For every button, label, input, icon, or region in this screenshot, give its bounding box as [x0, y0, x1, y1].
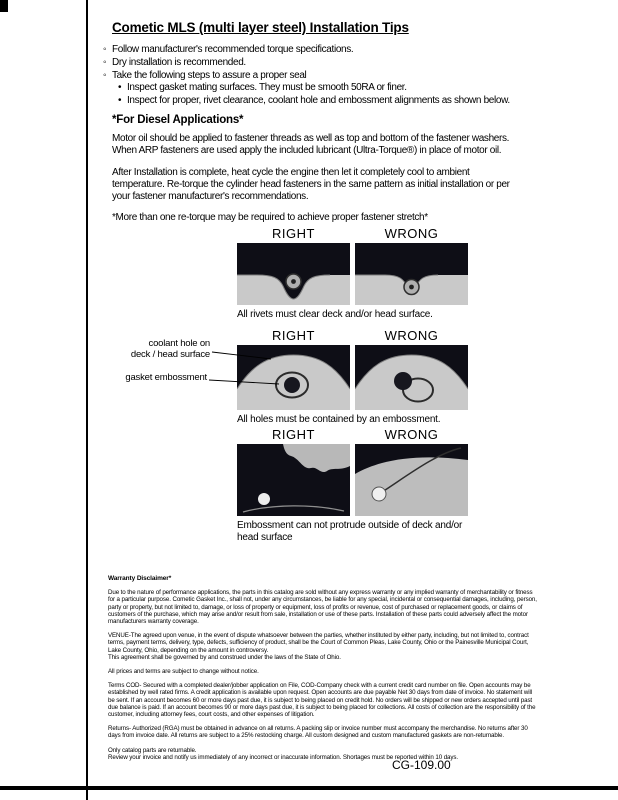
- list-item: [103, 44, 533, 57]
- section-heading: *For Diesel Applications*: [112, 114, 244, 126]
- right-label: RIGHT: [272, 226, 315, 241]
- wrong-label: WRONG: [384, 328, 439, 343]
- retorque-note: *More than one re-torque may be required to achieve proper fastener stretch*: [112, 212, 428, 224]
- list-item-text: Follow manufacturer's recommended torque specifications.: [112, 44, 354, 55]
- callout-text-line: deck / head surface: [130, 349, 210, 360]
- warranty-disclaimer-section: [108, 575, 538, 761]
- open-bullet-icon: ◦: [103, 44, 107, 55]
- coolant-hole-shape: [394, 372, 412, 390]
- list-item: [103, 57, 533, 70]
- wrong-label: WRONG: [384, 427, 439, 442]
- paragraph-motor-oil: Motor oil should be applied to fastener threads as well as top and bottom of the fastener washers. When ARP fasteners are used apply the included lubricant (Ultra-Torque®) in place of motor oil.: [112, 133, 510, 157]
- list-item: [118, 95, 533, 108]
- page-title: Cometic MLS (multi layer steel) Installation Tips: [112, 20, 409, 35]
- diagram-rivet-right-image: [237, 243, 350, 305]
- diagram-row-embossment-protrusion: [237, 427, 468, 544]
- bolt-hole-shape: [258, 493, 270, 505]
- diagram-row-coolant-holes: [237, 328, 468, 426]
- callout-text-line: gasket embossment: [125, 372, 207, 383]
- right-label: RIGHT: [272, 328, 315, 343]
- paragraph-retorque: After Installation is complete, heat cycle the engine then let it completely cool to ambient temperature. Re-torque the cylinder head fasteners in the same pattern as initial installation or per your fastener manufacturer's recommendations.: [112, 166, 510, 203]
- diagram-protrusion-right-image: [237, 444, 350, 516]
- warranty-paragraph: Due to the nature of performance applications, the parts in this catalog are sold without any express warranty or any implied warranty of merchantability or fitness for a particular purpose. Cometic Gasket Inc., shall not, under any circumstances, be liable for any special, incidental or consequential damages, including, person, party or property, but not limited to, damage, or loss of property or equipment, loss of profits or revenue, cost of purchased or replacement goods, or claims of customers of the purchase, which may arise and/or result from sale, installation or use of these parts. Installation of these parts could adversely affect the motor manufacturers warranty coverage.: [108, 589, 537, 626]
- warranty-paragraph: Returns- Authorized (RGA) must be obtained in advance on all returns. A packing slip or invoice number must accompany the merchandise. No returns after 30 days from invoice date. All returns are subject to a 25% restocking charge. All custom designed and custom manufactured gaskets are non-returnable.: [108, 725, 528, 740]
- diesel-applications-section: [112, 114, 512, 233]
- list-item-text: Take the following steps to assure a proper seal: [112, 69, 307, 81]
- diagram-protrusion-wrong-image: [355, 444, 468, 516]
- right-label: RIGHT: [272, 427, 315, 442]
- diagram-caption: Embossment can not protrude outside of deck and/or head surface: [237, 520, 463, 543]
- diagram-labels: [237, 427, 468, 442]
- left-border-rule: [86, 0, 88, 800]
- diagram-labels: [237, 328, 468, 343]
- diagram-embossment-wrong-image: [355, 345, 468, 410]
- diagram-images: [237, 444, 468, 516]
- print-corner-mark: [0, 0, 8, 12]
- diagram-images: [237, 243, 468, 305]
- list-item-text: Inspect gasket mating surfaces. They must be smooth 50RA or finer.: [127, 82, 407, 94]
- warranty-paragraph: This agreement shall be governed by and construed under the laws of the State of Ohio.: [108, 653, 341, 661]
- callout-coolant-hole: [118, 338, 210, 360]
- open-bullet-icon: ◦: [103, 56, 107, 68]
- diagram-rivet-wrong-image: [355, 243, 468, 305]
- diagram-images: [237, 345, 468, 410]
- list-item-text: Inspect for proper, rivet clearance, coolant hole and embossment alignments as shown below.: [127, 95, 510, 107]
- warranty-paragraph: VENUE-The agreed upon venue, in the event of dispute whatsoever between the parties, whether instituted by either party, including, but not limited to, contract terms, payment terms, delivery, type, defects, sufficiency of product, shall be the Court of Common Pleas, Lake County, Ohio or the Painesville Municipal Court, Lake County, Ohio, depending on the amount in controversy.: [108, 632, 529, 654]
- warranty-paragraph: Review your invoice and notify us immediately of any incorrect or inaccurate information. Shortages must be reported within 10 days.: [108, 753, 458, 761]
- bolt-hole-shape: [372, 487, 386, 501]
- diagram-caption: All rivets must clear deck and/or head surface.: [237, 309, 433, 320]
- diagram-row-rivets: [237, 226, 468, 321]
- installation-tips-list: [103, 44, 533, 108]
- coolant-hole-shape: [284, 377, 300, 393]
- page-code: CG-109.00: [392, 758, 451, 772]
- warranty-heading: Warranty Disclaimer*: [108, 575, 172, 582]
- bottom-border-rule: [0, 786, 618, 790]
- callout-gasket-embossment: [110, 372, 207, 383]
- warranty-paragraph: All prices and terms are subject to change without notice.: [108, 668, 259, 676]
- diagram-labels: [237, 226, 468, 241]
- list-item: [118, 82, 533, 95]
- list-item: [103, 70, 533, 83]
- list-item-text: Dry installation is recommended.: [112, 56, 246, 68]
- wrong-label: WRONG: [384, 226, 439, 241]
- open-bullet-icon: ◦: [103, 69, 107, 81]
- filled-bullet-icon: •: [118, 82, 122, 94]
- diagram-caption: All holes must be contained by an embossment.: [237, 414, 441, 425]
- diagram-embossment-right-image: [237, 345, 350, 410]
- callout-text-line: coolant hole on: [148, 338, 210, 349]
- filled-bullet-icon: •: [118, 95, 122, 107]
- warranty-paragraph: Only catalog parts are returnable.: [108, 746, 197, 754]
- warranty-paragraph: Terms COD- Secured with a completed dealer/jobber application on File, COD-Company check with a current credit card number on file. Open accounts may be established by well rated firms. A credit application is available upon request. Open accounts are due payable Net 30 days from date of invoice. No statement will be sent. If an account becomes 60 or more days past due, it is subject to being placed on credit hold. No orders will be shipped or new orders accepted until past due balance is paid. If an account becomes 90 or more days past due, it is subject to being placed for collections. All costs of collection are the responsibility of the customer, including attorney fees, court costs, and other expenses of litigation.: [108, 682, 536, 719]
